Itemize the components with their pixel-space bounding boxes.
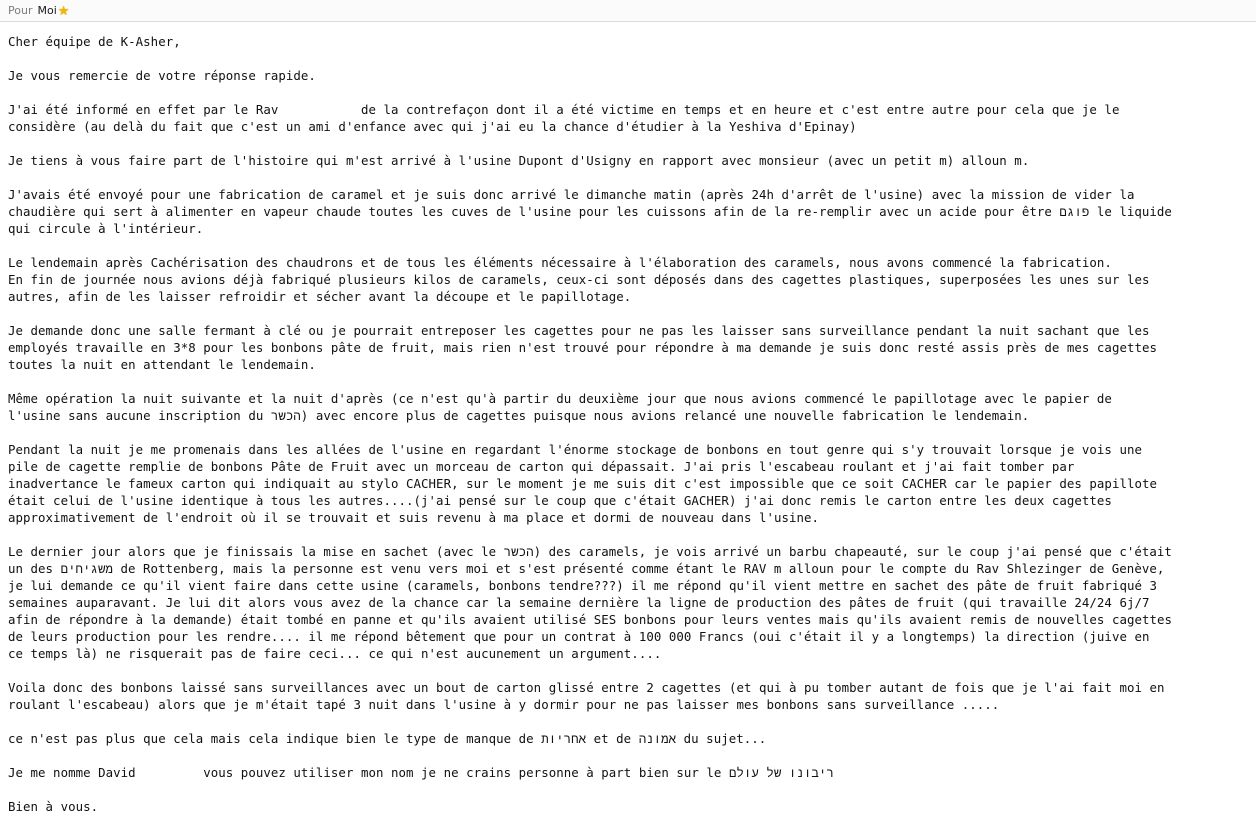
- recipient-name[interactable]: Moi: [37, 4, 57, 17]
- body-paragraph-summary: ce n'est pas plus que cela mais cela indique bien le type de manque de אחריות et de אמונה du sujet...: [8, 731, 767, 746]
- greeting: Cher équipe de K-Asher,: [8, 34, 181, 49]
- closing-line: Bien à vous.: [8, 799, 99, 814]
- body-paragraph-thanks: Je vous remercie de votre réponse rapide.: [8, 68, 316, 83]
- body-paragraph-last-day: Le dernier jour alors que je finissais la mise en sachet (avec le הכשר) des caramels, je vois arrivé un barbu chapeauté, sur le coup j'ai pensé que c'était un des משגיחים de Rottenberg, mais la personne est venu vers moi et s'est présenté comme étant le RAV m alloun pour le compte du Rav Shlezinger de Genève, je lui demande ce qu'il vient faire dans cette usine (caramels, bonbons tendre???) il me répond qu'il vient mettre en sachet des pâte de fruit fabriqué 3 semaines auparavant. Je lui dit alors vous avez de la chance car la semaine dernière la ligne de production des pâtes de fruit (qui travaille 24/24 6j/7 afin de répondre à la demande) était tombé en panne et qu'ils avaient utilisé SES bonbons pour leurs ventes mais qu'ils avaient remis de nouvelles cagettes de leurs production pour les rendre.... il me répond bêtement que pour un contrat à 100 000 Francs (oui c'était il y a longtemps) la direction (juive en ce temps là) ne risquerait pas de faire ceci... ce qui n'est aucunement un argument....: [8, 544, 1173, 661]
- body-paragraph-carton: Pendant la nuit je me promenais dans les allées de l'usine en regardant l'énorme stockage de bonbons en tout genre qui s'y trouvait lorsque je vois une pile de cagette remplie de bonbons Pâte de Fruit avec un morceau de carton qui dépassait. J'ai pris l'escabeau roulant et j'ai fait tomber par inadvertance le fameux carton qui indiquait au stylo CACHER, sur le moment je me suis dit c'est impossible que ce soit CACHER car le papier des papillote était celui de l'usine identique à tous les autres....(j'ai pensé sur le coup que c'était GACHER) j'ai donc remis le carton entre les deux cagettes approximativement de l'endroit où il se trouvait et suis revenu à ma place et dormi de nouveau dans l'usine.: [8, 442, 1157, 525]
- body-paragraph-conclusion: Voila donc des bonbons laissé sans surveillances avec un bout de carton glissé entre 2 cagettes (et qui à pu tomber autant de fois que je l'ai fait moi en roulant l'escabeau) alors que je m'était tapé 3 nuit dans l'usine à y dormir pour ne pas laisser mes bonbons sans surveillance .....: [8, 680, 1165, 712]
- body-paragraph-intro-story: Je tiens à vous faire part de l'histoire qui m'est arrivé à l'usine Dupont d'Usigny en rapport avec monsieur (avec un petit m) alloun m.: [8, 153, 1030, 168]
- email-body: [8, 33, 1252, 815]
- signature-name-line: Je me nomme David vous pouvez utiliser mon nom je ne crains personne à part bien sur le ריבונו של עולם: [8, 765, 834, 780]
- body-paragraph-production: Le lendemain après Cachérisation des chaudrons et de tous les éléments nécessaire à l'élaboration des caramels, nous avons commencé la fabrication. En fin de journée nous avions déjà fabriqué plusieurs kilos de caramels, ceux-ci sont déposés dans des cagettes plastiques, superposées les unes sur les autres, afin de les laisser refroidir et sécher avant la découpe et le papillotage.: [8, 255, 1150, 304]
- body-paragraph-boiler: J'avais été envoyé pour une fabrication de caramel et je suis donc arrivé le dimanche matin (après 24h d'arrêt de l'usine) avec la mission de vider la chaudière qui sert à alimenter en vapeur chaude toutes les cuves de l'usine pour les cuissons afin de la re-remplir avec un acide pour être פוגם le liquide qui circule à l'intérieur.: [8, 187, 1172, 236]
- body-paragraph-following-nights: Même opération la nuit suivante et la nuit d'après (ce n'est qu'à partir du deuxième jour que nous avions commencé le papillotage avec le papier de l'usine sans aucune inscription du הכשר) avec encore plus de cagettes puisque nous avions relancé une nouvelle fabrication le lendemain.: [8, 391, 1112, 423]
- to-label: Pour: [8, 4, 33, 17]
- body-paragraph-night-watch: Je demande donc une salle fermant à clé ou je pourrait entreposer les cagettes pour ne pas les laisser sans surveillance pendant la nuit sachant que les employés travaille en 3*8 pour les bonbons pâte de fruit, mais rien n'est trouvé pour répondre à ma demande je suis donc resté assis près de mes cagettes toutes la nuit en attendant le lendemain.: [8, 323, 1157, 372]
- star-icon[interactable]: ★: [57, 4, 70, 19]
- recipient-bar: [0, 0, 1256, 22]
- body-paragraph-rav: J'ai été informé en effet par le Rav de la contrefaçon dont il a été victime en temps et en heure et c'est entre autre pour cela que je le considère (au delà du fait que c'est un ami d'enfance avec qui j'ai eu la chance d'étudier à la Yeshiva d'Epinay): [8, 102, 1120, 134]
